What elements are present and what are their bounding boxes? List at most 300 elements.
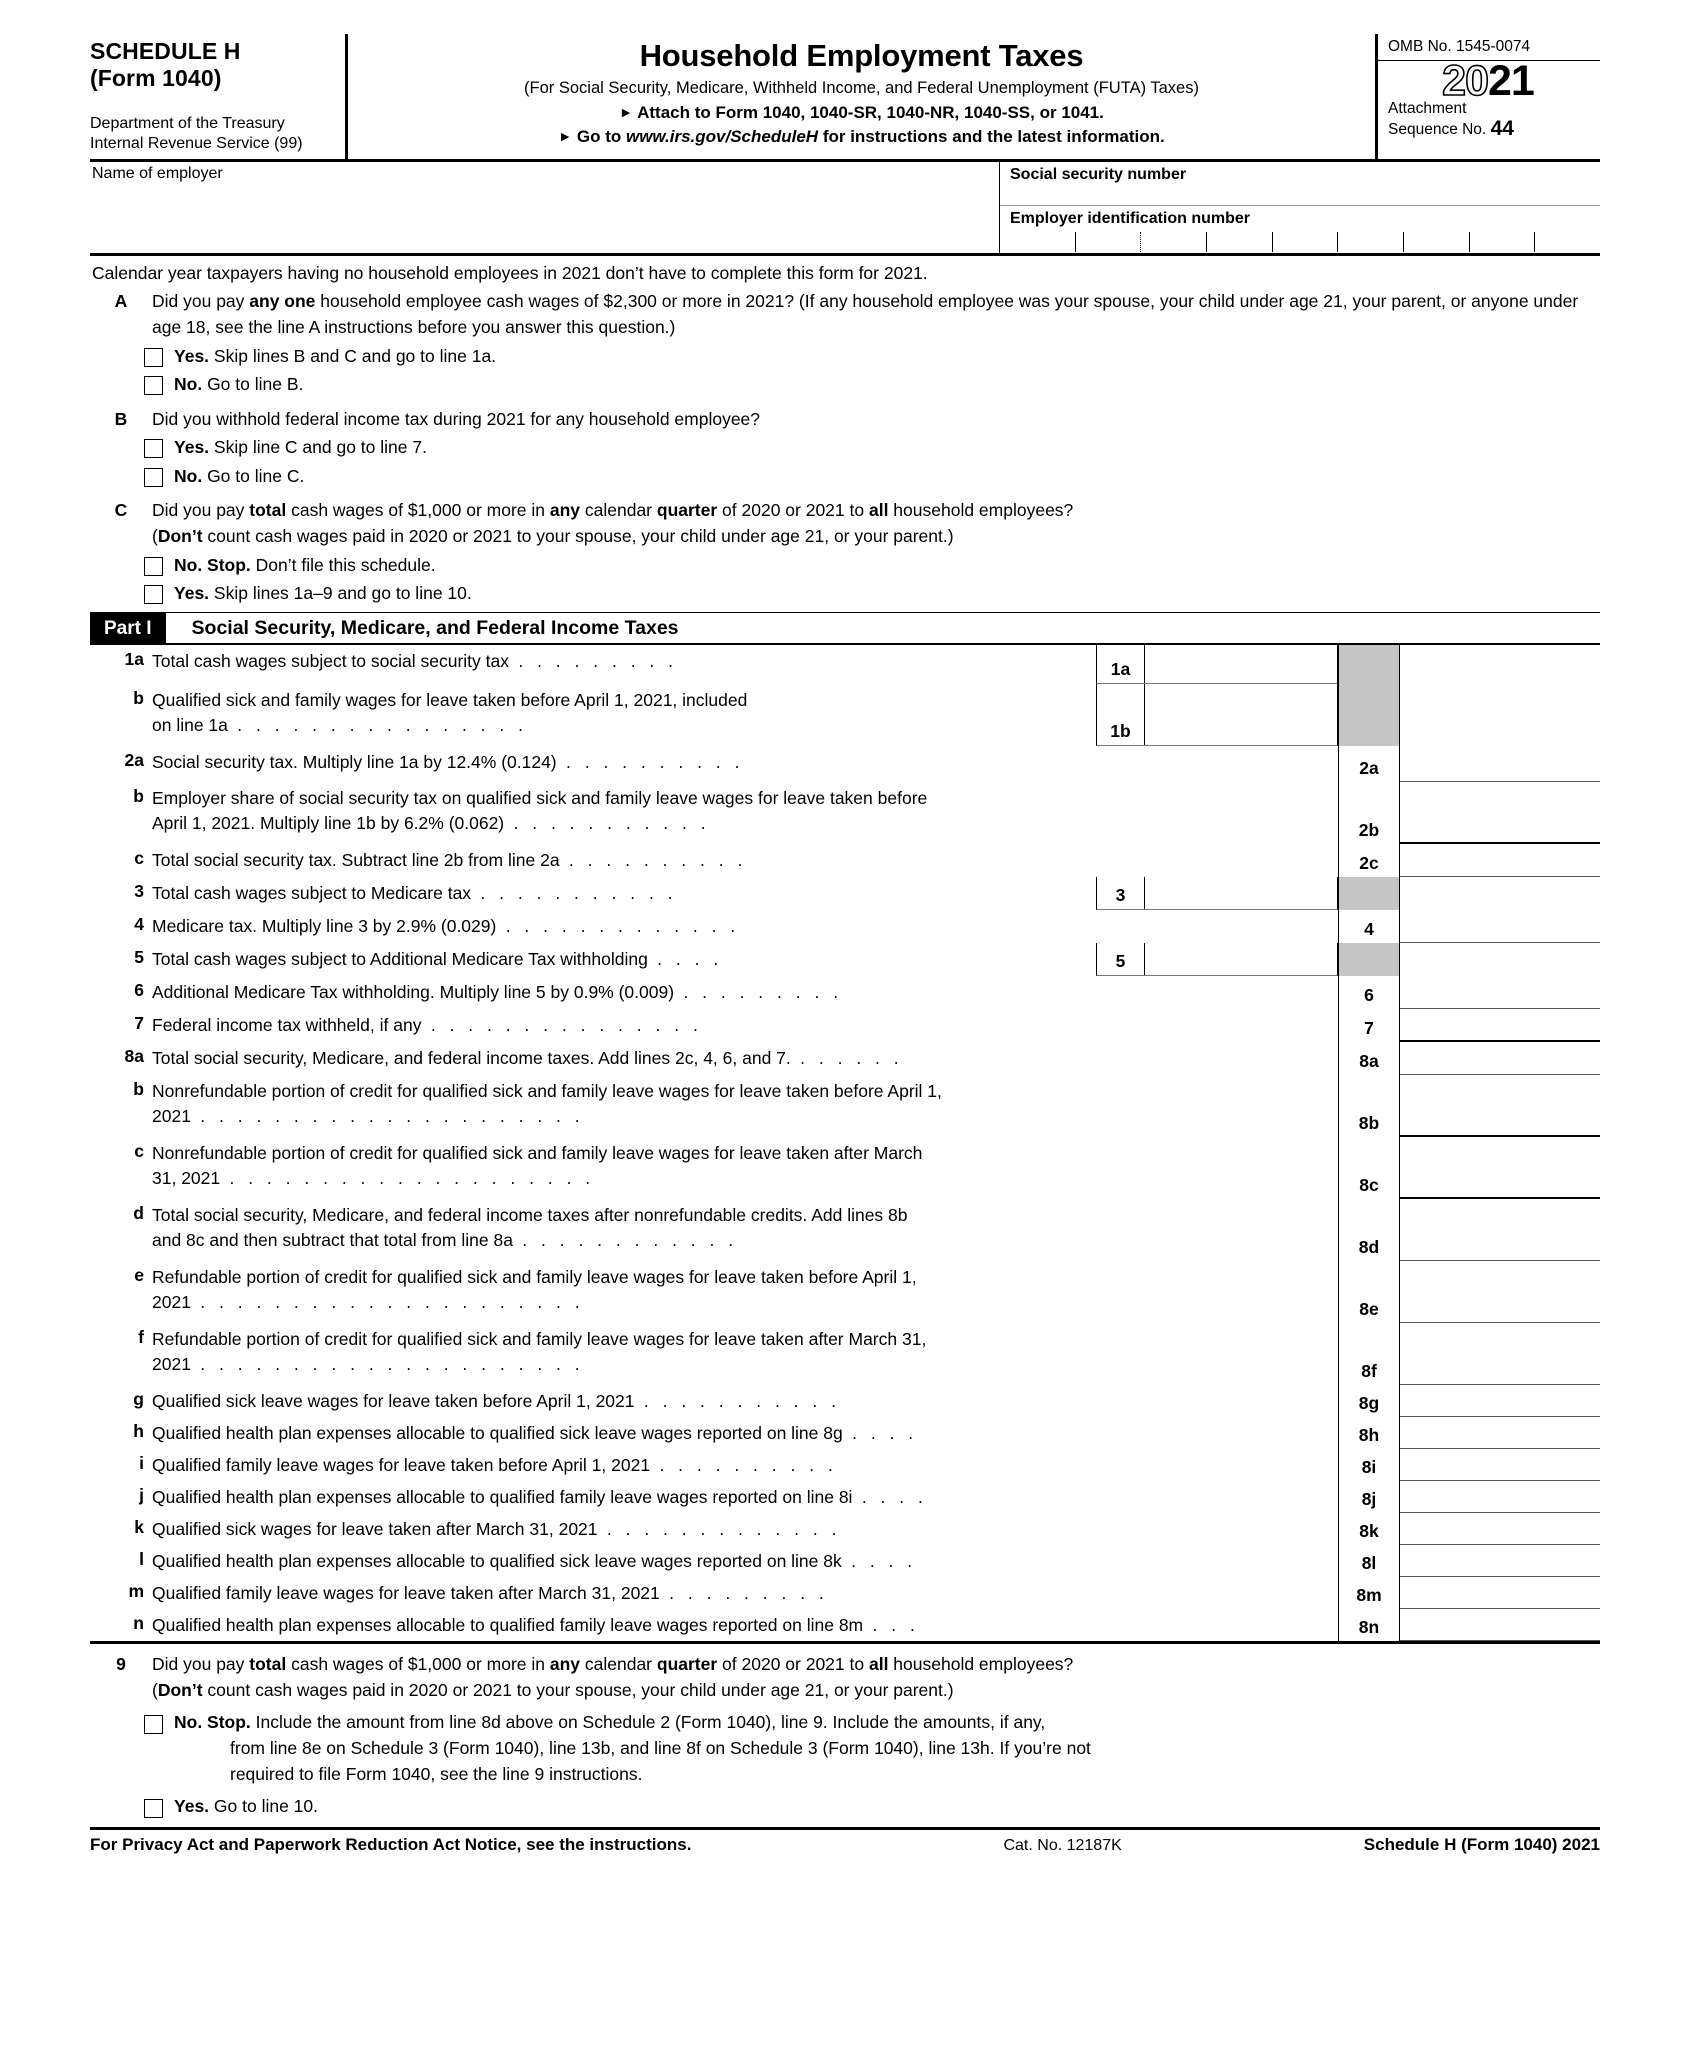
amount-input[interactable]: [1400, 1137, 1600, 1199]
body-text: Did you pay: [152, 1654, 250, 1675]
line-items-table: [90, 645, 1600, 1644]
amount-line-number: 8i: [1338, 1449, 1400, 1481]
body-text: count cash wages paid in 2020 or 2021 to your spouse, your child under age 21, or your parent.): [202, 525, 954, 546]
question-body: [152, 498, 1600, 550]
attachment-sequence: [1388, 100, 1600, 141]
table-row: [90, 1417, 1600, 1449]
form-footer: [90, 1827, 1600, 1855]
table-row: [90, 844, 1600, 877]
line-description-cont: 31, 2021: [152, 1168, 221, 1189]
amount-input: [1400, 645, 1600, 684]
amount-input[interactable]: [1400, 1449, 1600, 1481]
inset-line-number: 3: [1097, 877, 1145, 909]
amount-line-number: 8b: [1338, 1075, 1400, 1137]
leader-dots: . . . .: [841, 1551, 917, 1572]
line-number: b: [133, 786, 144, 807]
leader-dots-2: . . . . . . . . . . . .: [512, 1230, 738, 1251]
emphasis-text: total: [249, 1654, 287, 1675]
inset-line-number: [1096, 1323, 1144, 1385]
table-row: [90, 1075, 1600, 1137]
amount-input[interactable]: [1400, 1323, 1600, 1385]
department-line1: Department of the Treasury: [90, 115, 285, 133]
checkbox-a-1[interactable]: [144, 376, 163, 395]
inset-amount-input[interactable]: [1145, 943, 1337, 975]
leader-dots: . . . . . . . . .: [508, 651, 678, 672]
inset-amount-input: [1144, 1137, 1338, 1199]
inset-amount-box: [1096, 1417, 1338, 1449]
department-line2: Internal Revenue Service (99): [90, 134, 303, 152]
line-description-text-2: [152, 1228, 1090, 1253]
emphasis-text: any: [549, 1654, 581, 1675]
line-description: [152, 1137, 1096, 1199]
leader-dots: . . . . . . . . .: [674, 982, 843, 1003]
line-number: 8a: [124, 1046, 144, 1067]
line-description-text: Social security tax. Multiply line 1a by 12.4% (0.124): [152, 752, 557, 773]
question-choice[interactable]: [90, 371, 1600, 397]
line-description: [152, 1481, 1096, 1513]
amount-line-number: 6: [1338, 976, 1400, 1009]
line-description-text: Medicare tax. Multiply line 3 by 2.9% (0.029): [152, 916, 497, 937]
question-body: [152, 407, 1600, 433]
ssn-label: Social security number: [1010, 166, 1187, 184]
amount-line-number: 8d: [1338, 1199, 1400, 1261]
line-9-number: 9: [116, 1654, 126, 1675]
inset-amount-box: [1096, 1481, 1338, 1513]
amount-input[interactable]: [1400, 746, 1600, 782]
line-9-yes-text: [174, 1794, 318, 1820]
line-9-no-text: [174, 1710, 1091, 1788]
line-description-text-2: [152, 713, 1090, 738]
inset-amount-input: [1144, 1449, 1338, 1481]
attach-instruction: [354, 102, 1369, 124]
question-row: [90, 498, 1600, 550]
line-9-no-line3: required to file Form 1040, see the line 9 instructions.: [230, 1763, 643, 1784]
checkbox-c-1[interactable]: [144, 585, 163, 604]
ein-cell[interactable]: [1403, 232, 1469, 252]
amount-line-number: 8e: [1338, 1261, 1400, 1323]
footer-form-id: Schedule H (Form 1040) 2021: [1363, 1834, 1600, 1854]
line-number: l: [139, 1549, 144, 1570]
amount-line-number: 8l: [1338, 1545, 1400, 1577]
table-row: [90, 1261, 1600, 1323]
checkbox-line9-yes[interactable]: [144, 1799, 163, 1818]
form-subtitle: (For Social Security, Medicare, Withheld Income, and Federal Unemployment (FUTA) Taxes): [524, 78, 1199, 97]
line-description-text: Total social security tax. Subtract line 2b from line 2a: [152, 850, 560, 871]
amount-line-number: 8n: [1338, 1609, 1400, 1641]
inset-line-number: [1096, 1385, 1144, 1417]
amount-input[interactable]: [1400, 1009, 1600, 1042]
line-9-yes-bold: Yes.: [174, 1795, 210, 1816]
amount-line-number: 2a: [1338, 746, 1400, 782]
inset-amount-input: [1144, 1417, 1338, 1449]
line-9-choice-yes[interactable]: [90, 1794, 1600, 1820]
line-description-text: Total cash wages subject to social security tax: [152, 651, 509, 672]
line-description-text: Qualified family leave wages for leave taken after March 31, 2021: [152, 1583, 660, 1604]
ein-cells[interactable]: [1010, 232, 1600, 252]
privacy-notice: For Privacy Act and Paperwork Reduction Act Notice, see the instructions.: [90, 1834, 692, 1854]
line-description: [152, 782, 1096, 844]
table-row: [90, 1513, 1600, 1545]
tax-year-century: 20: [1442, 57, 1488, 105]
emphasis-text: Don’t: [157, 525, 203, 546]
amount-line-number: 8f: [1338, 1323, 1400, 1385]
line-description: [152, 943, 1096, 976]
employer-name-label: Name of employer: [92, 165, 223, 183]
inset-line-number: [1096, 1075, 1144, 1137]
amount-input[interactable]: [1400, 1609, 1600, 1641]
line-number: 3: [134, 881, 144, 902]
checkbox-a-0[interactable]: [144, 348, 163, 367]
inset-line-number: [1096, 782, 1144, 844]
line-description-text: Refundable portion of credit for qualified sick and family leave wages for leave taken before April 1,: [152, 1267, 917, 1288]
inset-amount-input[interactable]: [1145, 684, 1337, 745]
inset-amount-box[interactable]: [1096, 684, 1338, 746]
ein-cell[interactable]: [1140, 232, 1206, 252]
inset-line-number: 1b: [1097, 684, 1145, 745]
question-letter: A: [114, 291, 128, 312]
choice-rest: Skip lines B and C and go to line 1a.: [209, 346, 497, 367]
leader-dots: . . . . . . . . . . . . .: [496, 916, 740, 937]
inset-amount-input: [1144, 1042, 1338, 1075]
line-number: c: [134, 848, 144, 869]
line-number: d: [133, 1203, 144, 1224]
inset-amount-box[interactable]: [1096, 877, 1338, 910]
body-text: household employees?: [888, 499, 1074, 520]
leader-dots: . . . . . .: [790, 1048, 904, 1069]
inset-amount-input: [1144, 1609, 1338, 1641]
emphasis-text: all: [868, 1654, 889, 1675]
table-row: [90, 1481, 1600, 1513]
line-description: [152, 1075, 1096, 1137]
inset-amount-input: [1144, 844, 1338, 877]
part-1-header: [90, 612, 1600, 645]
line-description-text: Federal income tax withheld, if any: [152, 1015, 422, 1036]
inset-amount-box: [1096, 1199, 1338, 1261]
amount-line-number: [1338, 943, 1400, 976]
inset-amount-box: [1096, 1075, 1338, 1137]
line-description-text: Nonrefundable portion of credit for qualified sick and family leave wages for leave taken after March: [152, 1143, 923, 1164]
amount-line-number: 8j: [1338, 1481, 1400, 1513]
checkbox-b-1[interactable]: [144, 468, 163, 487]
amount-input[interactable]: [1400, 1261, 1600, 1323]
ein-cell[interactable]: [1469, 232, 1535, 252]
line-description-text: Qualified health plan expenses allocable to qualified sick leave wages reported on line 8k: [152, 1551, 842, 1572]
table-row: [90, 976, 1600, 1009]
question-text: [152, 289, 1600, 341]
emphasis-text: any one: [249, 291, 316, 312]
header-title-block: [348, 34, 1378, 159]
question-choice[interactable]: [90, 434, 1600, 460]
amount-input[interactable]: [1400, 1513, 1600, 1545]
amount-input[interactable]: [1400, 844, 1600, 877]
leader-dots: . . . . . . . . . .: [650, 1455, 838, 1476]
emphasis-text: total: [249, 499, 287, 520]
schedule-name-line2: (Form 1040): [90, 65, 222, 92]
table-row: [90, 1199, 1600, 1261]
emphasis-text: quarter: [656, 499, 718, 520]
table-row: [90, 1449, 1600, 1481]
ein-cell[interactable]: [1075, 232, 1141, 252]
amount-line-number: [1338, 645, 1400, 684]
table-row: [90, 1385, 1600, 1417]
table-row: [90, 943, 1600, 976]
table-row: [90, 1042, 1600, 1075]
body-text: cash wages of $1,000 or more in: [286, 1654, 550, 1675]
inset-line-number: [1096, 1261, 1144, 1323]
question-choice[interactable]: [90, 580, 1600, 606]
inset-line-number: 5: [1097, 943, 1145, 975]
line-description-text: Qualified sick wages for leave taken after March 31, 2021: [152, 1519, 598, 1540]
line-number: 7: [134, 1013, 144, 1034]
leader-dots: . . . . . . . . . .: [556, 752, 744, 773]
body-text: Did you withhold federal income tax during 2021 for any household employee?: [152, 408, 761, 429]
choice-label: [174, 371, 303, 397]
leader-dots-2: . . . . . . . . . . . . . . . .: [227, 715, 528, 736]
leader-dots: . . . . . . . . . .: [559, 850, 747, 871]
line-description-text: Additional Medicare Tax withholding. Multiply line 5 by 0.9% (0.009): [152, 982, 675, 1003]
leader-dots: . . .: [863, 1615, 920, 1636]
choice-label: [174, 434, 427, 460]
table-row: [90, 1323, 1600, 1385]
choice-rest: Skip line C and go to line 7.: [209, 437, 427, 458]
line-number: 6: [134, 980, 144, 1001]
ein-cell[interactable]: [1272, 232, 1338, 252]
amount-line-number: 7: [1338, 1009, 1400, 1042]
inset-amount-box[interactable]: [1096, 645, 1338, 684]
goto-suffix: for instructions and the latest information.: [822, 127, 1165, 147]
choice-bold: No. Stop.: [174, 554, 251, 575]
line-description-text: Qualified health plan expenses allocable to qualified sick leave wages reported on line 8g: [152, 1423, 843, 1444]
checkbox-line9-no[interactable]: [144, 1715, 163, 1734]
header-omb-block: [1378, 34, 1600, 159]
leader-dots-2: . . . . . . . . . . . . . . . . . . . .: [220, 1168, 595, 1189]
schedule-name-line1: SCHEDULE H: [90, 38, 241, 64]
line-description-text-2: [152, 1166, 1090, 1191]
amount-input[interactable]: [1400, 1481, 1600, 1513]
amount-input[interactable]: [1400, 1385, 1600, 1417]
inset-amount-box[interactable]: [1096, 943, 1338, 976]
choice-bold: Yes.: [174, 437, 210, 458]
emphasis-text: all: [868, 499, 889, 520]
line-description-cont: April 1, 2021. Multiply line 1b by 6.2% (0.062): [152, 813, 505, 834]
amount-line-number: 2c: [1338, 844, 1400, 877]
inset-amount-box: [1096, 1449, 1338, 1481]
inset-amount-input: [1144, 1577, 1338, 1609]
inset-line-number: [1096, 1009, 1144, 1042]
inset-line-number: [1096, 1137, 1144, 1199]
inset-amount-input[interactable]: [1145, 645, 1337, 683]
amount-line-number: 8m: [1338, 1577, 1400, 1609]
line-9-no-line1: Include the amount from line 8d above on Schedule 2 (Form 1040), line 9. Include the amounts, if any,: [250, 1712, 1046, 1733]
line-number: c: [134, 1141, 144, 1162]
leader-dots: . . . .: [852, 1487, 928, 1508]
line-description: [152, 746, 1096, 782]
amount-input[interactable]: [1400, 1417, 1600, 1449]
header-schedule-block: [90, 34, 348, 159]
line-description-cont: 2021: [152, 1292, 191, 1313]
table-row: [90, 645, 1600, 684]
line-description-cont: 2021: [152, 1106, 191, 1127]
body-text: (: [152, 525, 158, 546]
ein-cell[interactable]: [1534, 232, 1600, 252]
line-description-text: Refundable portion of credit for qualified sick and family leave wages for leave taken after March 31,: [152, 1329, 927, 1350]
line-description-text: Qualified sick and family wages for leave taken before April 1, 2021, included: [152, 690, 748, 711]
inset-line-number: [1096, 1513, 1144, 1545]
ein-cell[interactable]: [1206, 232, 1272, 252]
line-description: [152, 1009, 1096, 1042]
inset-line-number: [1096, 1417, 1144, 1449]
body-text: of 2020 or 2021 to: [717, 499, 869, 520]
tax-year-yy: 21: [1488, 57, 1534, 105]
identity-block: [90, 162, 1600, 256]
inset-line-number: [1096, 844, 1144, 877]
line-number: b: [133, 1079, 144, 1100]
inset-line-number: [1096, 1199, 1144, 1261]
inset-amount-box: [1096, 782, 1338, 844]
inset-amount-input: [1144, 910, 1338, 943]
goto-url[interactable]: www.irs.gov/ScheduleH: [625, 127, 819, 147]
form-header: [90, 34, 1600, 162]
choice-bold: No.: [174, 465, 203, 486]
right-triangle-icon-2: ►: [558, 128, 573, 145]
line-description: [152, 1261, 1096, 1323]
inset-amount-input: [1144, 1261, 1338, 1323]
line-9-no-line2: from line 8e on Schedule 3 (Form 1040), line 13b, and line 8f on Schedule 3 (Form 1040), line 13h. If you’re not: [230, 1737, 1091, 1758]
attachment-number: 44: [1490, 116, 1514, 140]
inset-amount-input: [1144, 1385, 1338, 1417]
line-description: [152, 684, 1096, 746]
table-row: [90, 1609, 1600, 1641]
line-description-text-2: [152, 811, 1090, 836]
amount-input[interactable]: [1400, 976, 1600, 1009]
amount-input[interactable]: [1400, 1577, 1600, 1609]
ein-cell[interactable]: [1337, 232, 1403, 252]
table-row: [90, 684, 1600, 746]
attachment-label-2: Sequence No.: [1388, 120, 1487, 138]
leader-dots: . . . .: [842, 1423, 918, 1444]
leader-dots: . . . . . . . . . . . . .: [597, 1519, 841, 1540]
goto-prefix: Go to: [576, 127, 622, 147]
inset-amount-box: [1096, 1513, 1338, 1545]
choice-bold: Yes.: [174, 346, 210, 367]
inset-amount-box: [1096, 1609, 1338, 1641]
body-text: Did you pay: [152, 499, 250, 520]
department-block: [90, 114, 335, 153]
inset-amount-box: [1096, 1545, 1338, 1577]
line-description: [152, 844, 1096, 877]
inset-amount-input: [1144, 1481, 1338, 1513]
body-text: calendar: [580, 1654, 657, 1675]
question-letter: B: [114, 408, 128, 429]
tax-year: [1388, 57, 1600, 105]
inset-amount-box: [1096, 746, 1338, 782]
line-description: [152, 645, 1096, 684]
question-choice[interactable]: [90, 552, 1600, 578]
inset-line-number: 1a: [1097, 645, 1145, 683]
line-description-text: Qualified sick leave wages for leave taken before April 1, 2021: [152, 1391, 635, 1412]
right-triangle-icon: ►: [619, 104, 633, 121]
amount-line-number: [1338, 877, 1400, 910]
line-description: [152, 976, 1096, 1009]
amount-input[interactable]: [1400, 910, 1600, 943]
inset-amount-box: [1096, 1137, 1338, 1199]
ein-field[interactable]: [1000, 206, 1600, 252]
leader-dots-2: . . . . . . . . . . . . . . . . . . . . .: [190, 1292, 585, 1313]
question-letter: C: [114, 499, 128, 520]
question-choice[interactable]: [90, 343, 1600, 369]
amount-line-number: 8c: [1338, 1137, 1400, 1199]
line-description-text-2: [152, 1352, 1090, 1377]
emphasis-text: any: [549, 499, 581, 520]
line-9-text: [152, 1652, 1600, 1704]
line-number: 4: [134, 914, 144, 935]
amount-input[interactable]: [1400, 1042, 1600, 1075]
choice-label: [174, 463, 304, 489]
employer-name-field[interactable]: [90, 162, 1000, 253]
catalog-number: Cat. No. 12187K: [1003, 1836, 1122, 1854]
spacer: [90, 398, 1600, 407]
inset-line-number: [1096, 1609, 1144, 1641]
attachment-label-1: Attachment: [1388, 99, 1467, 117]
spacer: [90, 489, 1600, 498]
leader-dots-2: . . . . . . . . . . . . . . . . . . . . .: [190, 1354, 585, 1375]
amount-line-number: 8k: [1338, 1513, 1400, 1545]
line-number: j: [139, 1485, 144, 1506]
question-choice[interactable]: [90, 463, 1600, 489]
line-number: i: [139, 1453, 144, 1474]
inset-amount-input[interactable]: [1145, 877, 1337, 909]
body-text: cash wages of $1,000 or more in: [286, 499, 550, 520]
page-title: Household Employment Taxes: [639, 38, 1084, 73]
line-description: [152, 1577, 1096, 1609]
line-description: [152, 1323, 1096, 1385]
table-row: [90, 910, 1600, 943]
amount-input[interactable]: [1400, 1545, 1600, 1577]
line-description: [152, 1042, 1096, 1075]
line-description-cont: on line 1a: [152, 715, 228, 736]
body-text: household employee cash wages of $2,300 or more in 2021? (If any household employee was your spouse, your child under age 21, your parent, or anyone under age 18, see the line A instructions before you answer this question.): [152, 291, 1579, 338]
inset-amount-input: [1144, 1513, 1338, 1545]
choice-rest: Skip lines 1a–9 and go to line 10.: [209, 582, 472, 603]
checkbox-c-0[interactable]: [144, 557, 163, 576]
inset-amount-input: [1144, 1199, 1338, 1261]
checkbox-b-0[interactable]: [144, 439, 163, 458]
inset-line-number: [1096, 1481, 1144, 1513]
amount-input[interactable]: [1400, 1075, 1600, 1137]
ein-cell[interactable]: [1010, 232, 1075, 252]
ssn-field[interactable]: [1000, 162, 1600, 206]
table-row: [90, 746, 1600, 782]
choice-bold: Yes.: [174, 582, 210, 603]
inset-amount-box: [1096, 1261, 1338, 1323]
line-description-text: Total social security, Medicare, and federal income taxes after nonrefundable credits. Add lines 8b: [152, 1205, 908, 1226]
amount-line-number: 4: [1338, 910, 1400, 943]
inset-amount-box: [1096, 1009, 1338, 1042]
amount-input[interactable]: [1400, 782, 1600, 844]
calendar-year-note: Calendar year taxpayers having no household employees in 2021 don’t have to complete this form for 2021.: [92, 263, 928, 284]
leader-dots-2: . . . . . . . . . . . . . . . . . . . . .: [190, 1106, 585, 1127]
amount-input: [1400, 684, 1600, 746]
line-9-choice-no[interactable]: [90, 1710, 1600, 1788]
amount-line-number: [1338, 684, 1400, 746]
line-description: [152, 1449, 1096, 1481]
amount-input[interactable]: [1400, 1199, 1600, 1261]
leader-dots: . . . . . . . . .: [659, 1583, 829, 1604]
line-description-text: Qualified family leave wages for leave taken before April 1, 2021: [152, 1455, 651, 1476]
line-description-cont: and 8c and then subtract that total from line 8a: [152, 1230, 513, 1251]
line-9-no-bold: No. Stop.: [174, 1712, 251, 1733]
line-number: e: [134, 1265, 144, 1286]
